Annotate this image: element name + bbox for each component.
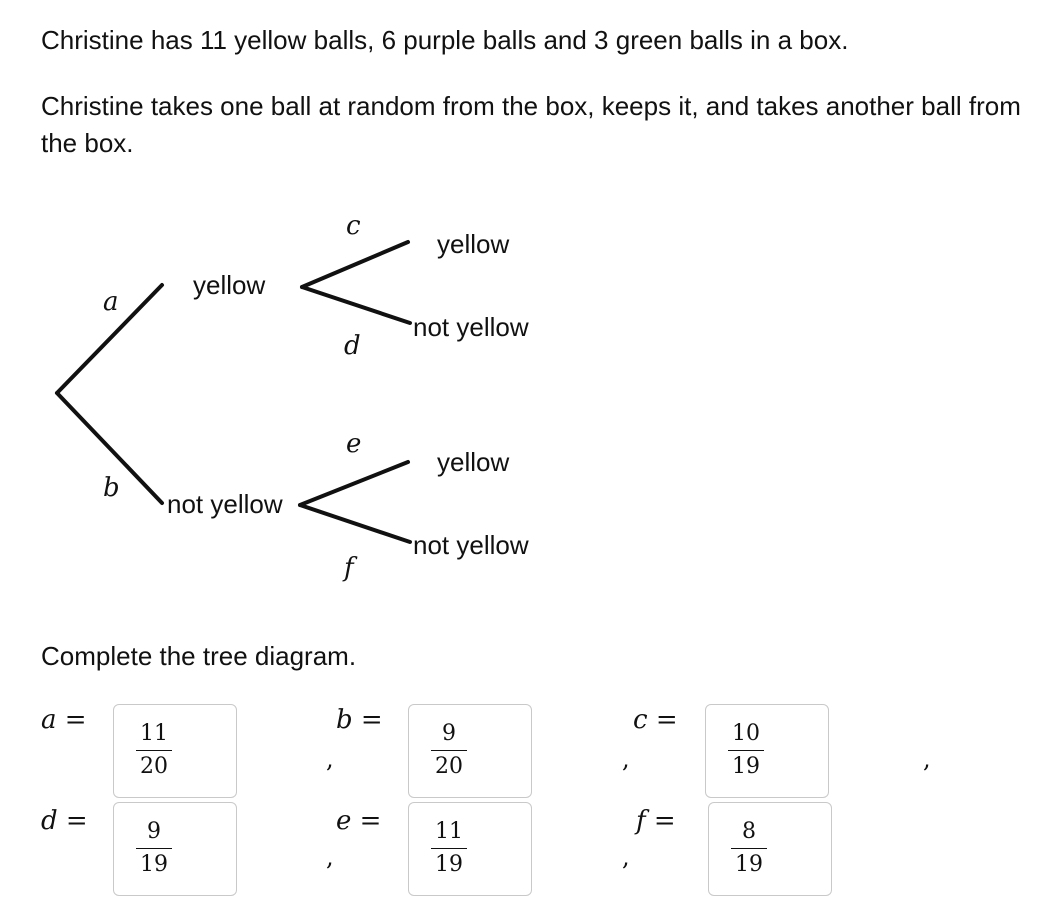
answer-b-input[interactable] (408, 704, 532, 798)
answer-f-fraction: $\frac{8}{19}$ (731, 819, 767, 878)
answer-a-fraction: $\frac{11}{20}$ (136, 721, 172, 780)
answer-c-label: c = (633, 705, 678, 735)
label-first-yellow: yellow (193, 270, 266, 300)
answer-c-input[interactable] (705, 704, 829, 798)
answer-f-input[interactable] (708, 802, 832, 896)
var-e: e (346, 429, 362, 459)
label-first-not-yellow: not yellow (167, 489, 283, 519)
separator: , (622, 745, 630, 773)
instruction: Complete the tree diagram. (41, 641, 357, 671)
var-d: d (344, 331, 361, 361)
separator: , (622, 843, 630, 871)
var-b: b (103, 473, 120, 503)
label-top-not-yellow: not yellow (413, 312, 529, 342)
var-c: c (346, 211, 361, 241)
answer-f-label: f = (636, 806, 676, 836)
branch-top-yellow (302, 242, 408, 287)
var-f: f (344, 553, 354, 583)
answer-b-fraction: $\frac{9}{20}$ (431, 721, 467, 780)
answer-a-input[interactable] (113, 704, 237, 798)
answer-e-input[interactable] (408, 802, 532, 896)
answer-c-fraction: $\frac{10}{19}$ (728, 721, 764, 780)
question-line-2: Christine takes one ball at random from the box, keeps it, and takes another ball from the box. (41, 91, 1021, 158)
separator: , (326, 745, 334, 773)
label-bottom-not-yellow: not yellow (413, 530, 529, 560)
var-a: a (103, 287, 119, 317)
answer-b-label: b = (336, 705, 383, 735)
answer-d-fraction: $\frac{9}{19}$ (136, 819, 172, 878)
separator: , (923, 745, 931, 773)
separator: , (326, 843, 334, 871)
branch-top-not-yellow (302, 287, 410, 323)
answer-e-label: e = (336, 806, 382, 836)
answer-d-input[interactable] (113, 802, 237, 896)
question-line-1: Christine has 11 yellow balls, 6 purple balls and 3 green balls in a box. (41, 25, 849, 55)
branch-bottom-not-yellow (300, 505, 410, 542)
tree-diagram (0, 190, 640, 600)
answer-a-label: a = (41, 705, 87, 735)
label-top-yellow: yellow (437, 229, 510, 259)
answer-d-label: d = (41, 806, 88, 836)
label-bottom-yellow: yellow (437, 447, 510, 477)
branch-bottom-yellow (300, 462, 408, 505)
answer-e-fraction: $\frac{11}{19}$ (431, 819, 467, 878)
